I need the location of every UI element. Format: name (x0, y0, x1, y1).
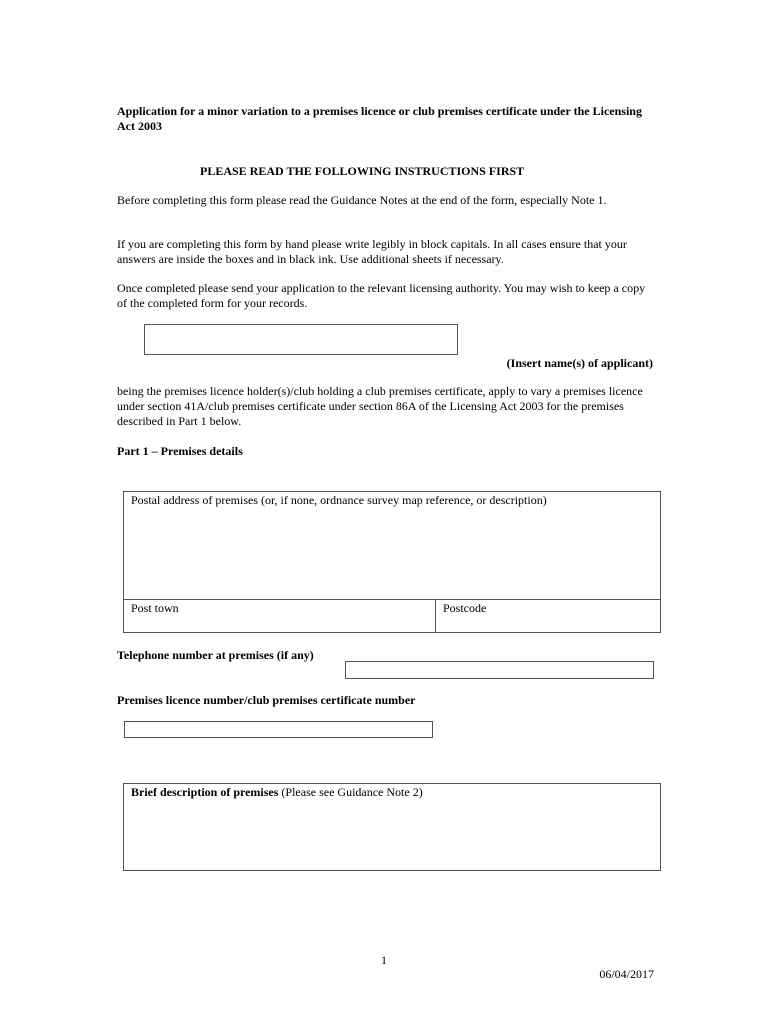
licence-number-label: Premises licence number/club premises certificate number (117, 693, 416, 707)
premises-address-label: Postal address of premises (or, if none, ordnance survey map reference, or description) (131, 493, 547, 507)
premises-address-box[interactable] (123, 491, 661, 633)
licence-number-input[interactable] (124, 721, 433, 738)
telephone-input[interactable] (345, 661, 654, 679)
declaration-text: being the premises licence holder(s)/club holding a club premises certificate, apply to vary a premises licence under section 41A/club premises certificate under section 86A of the Licensing Act 2003 for the premises described in Part 1 below. (117, 384, 643, 428)
instructions-heading: PLEASE READ THE FOLLOWING INSTRUCTIONS FIRST (200, 164, 525, 178)
instruction-paragraph-3: Once completed please send your application to the relevant licensing authority. You may wish to keep a copy of the completed form for your records. (117, 281, 646, 310)
form-title: Application for a minor variation to a premises licence or club premises certificate under the Licensing Act 2003 (117, 104, 642, 133)
premises-description-label-bold: Brief description of premises (131, 785, 279, 799)
applicant-caption: (Insert name(s) of applicant) (506, 356, 653, 370)
footer-date: 06/04/2017 (599, 967, 654, 981)
instruction-paragraph-2: If you are completing this form by hand please write legibly in block capitals. In all cases ensure that your answers are inside the boxes and in black ink. Use additional sheets if necessary. (117, 237, 627, 266)
premises-description-box[interactable] (123, 783, 661, 871)
page-number: 1 (381, 953, 387, 967)
part1-heading: Part 1 – Premises details (117, 444, 243, 458)
premises-description-label-note: (Please see Guidance Note 2) (278, 785, 423, 799)
post-town-field[interactable] (124, 600, 436, 632)
instruction-paragraph-1: Before completing this form please read the Guidance Notes at the end of the form, especially Note 1. (117, 193, 607, 207)
post-town-label: Post town (131, 601, 179, 615)
postcode-label: Postcode (443, 601, 487, 615)
telephone-label: Telephone number at premises (if any) (117, 648, 314, 662)
premises-description-label (131, 785, 423, 800)
postcode-field[interactable] (436, 600, 660, 632)
applicant-name-field[interactable] (144, 324, 458, 355)
